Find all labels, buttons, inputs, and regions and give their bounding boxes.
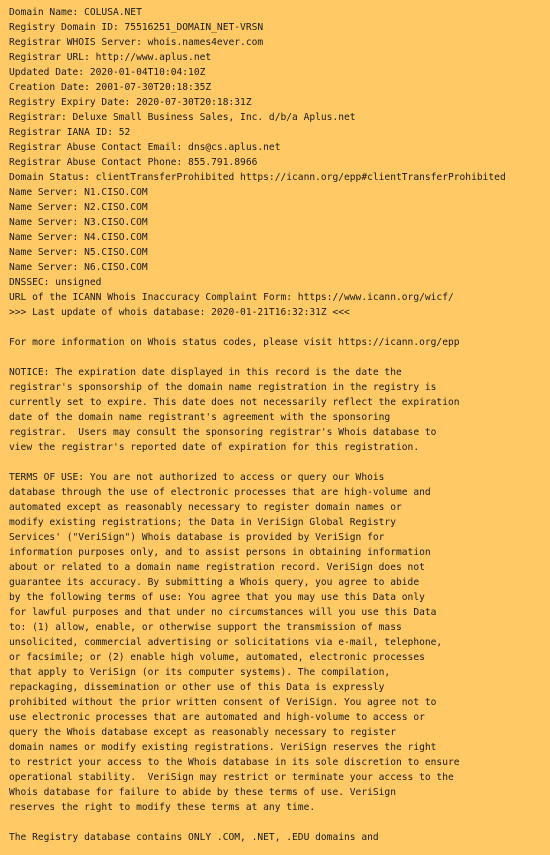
- whois-line: query the Whois database except as reasonably necessary to register: [9, 727, 396, 738]
- whois-line: automated except as reasonably necessary to register domain names or: [9, 502, 402, 513]
- whois-line: Name Server: N2.CISO.COM: [9, 202, 148, 213]
- whois-line: URL of the ICANN Whois Inaccuracy Complaint Form: https://www.icann.org/wicf/: [9, 292, 454, 303]
- whois-line: domain names or modify existing registrations. VeriSign reserves the right: [9, 742, 437, 753]
- whois-line: Registry Domain ID: 75516251_DOMAIN_NET-VRSN: [9, 22, 264, 33]
- whois-line: >>> Last update of whois database: 2020-01-21T16:32:31Z <<<: [9, 307, 350, 318]
- blank-line: [9, 350, 550, 365]
- whois-line: repackaging, dissemination or other use of this Data is expressly: [9, 682, 385, 693]
- whois-line: reserves the right to modify these terms at any time.: [9, 802, 316, 813]
- whois-line: by the following terms of use: You agree that you may use this Data only: [9, 592, 425, 603]
- whois-line: information purposes only, and to assist persons in obtaining information: [9, 547, 431, 558]
- whois-line: guarantee its accuracy. By submitting a Whois query, you agree to abide: [9, 577, 420, 588]
- whois-line: modify existing registrations; the Data in VeriSign Global Registry: [9, 517, 396, 528]
- whois-line: Services' ("VeriSign") Whois database is provided by VeriSign for: [9, 532, 385, 543]
- whois-line: The Registry database contains ONLY .COM, .NET, .EDU domains and: [9, 832, 379, 843]
- whois-line: currently set to expire. This date does not necessarily reflect the expiration: [9, 397, 460, 408]
- whois-line: to restrict your access to the Whois database in its sole discretion to ensure: [9, 757, 460, 768]
- whois-line: Name Server: N5.CISO.COM: [9, 247, 148, 258]
- whois-line: Registry Expiry Date: 2020-07-30T20:18:31Z: [9, 97, 252, 108]
- whois-line: about or related to a domain name registration record. VeriSign does not: [9, 562, 425, 573]
- whois-line: Registrar WHOIS Server: whois.names4ever.com: [9, 37, 264, 48]
- whois-line: registrar. Users may consult the sponsoring registrar's Whois database to: [9, 427, 437, 438]
- whois-line: or facsimile; or (2) enable high volume, automated, electronic processes: [9, 652, 425, 663]
- whois-line: view the registrar's reported date of expiration for this registration.: [9, 442, 420, 453]
- whois-line: date of the domain name registrant's agreement with the sponsoring: [9, 412, 391, 423]
- whois-line: Name Server: N3.CISO.COM: [9, 217, 148, 228]
- whois-line: database through the use of electronic processes that are high-volume and: [9, 487, 431, 498]
- whois-line: that apply to VeriSign (or its computer systems). The compilation,: [9, 667, 391, 678]
- blank-line: [9, 320, 550, 335]
- blank-line: [9, 815, 550, 830]
- whois-line: Name Server: N6.CISO.COM: [9, 262, 148, 273]
- whois-line: operational stability. VeriSign may restrict or terminate your access to the: [9, 772, 454, 783]
- whois-line: Domain Status: clientTransferProhibited https://icann.org/epp#clientTransferProhibited: [9, 172, 506, 183]
- whois-line: DNSSEC: unsigned: [9, 277, 102, 288]
- whois-line: Whois database for failure to abide by these terms of use. VeriSign: [9, 787, 396, 798]
- whois-line: Registrar URL: http://www.aplus.net: [9, 52, 212, 63]
- whois-line: Updated Date: 2020-01-04T10:04:10Z: [9, 67, 206, 78]
- whois-line: Registrar Abuse Contact Phone: 855.791.8966: [9, 157, 258, 168]
- whois-line: Name Server: N1.CISO.COM: [9, 187, 148, 198]
- whois-line: TERMS OF USE: You are not authorized to access or query our Whois: [9, 472, 385, 483]
- whois-line: Registrar IANA ID: 52: [9, 127, 131, 138]
- whois-line: Registrar Abuse Contact Email: dns@cs.aplus.net: [9, 142, 281, 153]
- whois-line: prohibited without the prior written consent of VeriSign. You agree not to: [9, 697, 437, 708]
- whois-line: use electronic processes that are automated and high-volume to access or: [9, 712, 425, 723]
- whois-line: unsolicited, commercial advertising or solicitations via e-mail, telephone,: [9, 637, 443, 648]
- blank-line: [9, 455, 550, 470]
- whois-line: Registrar: Deluxe Small Business Sales, Inc. d/b/a Aplus.net: [9, 112, 356, 123]
- whois-line: for lawful purposes and that under no circumstances will you use this Data: [9, 607, 437, 618]
- whois-line: NOTICE: The expiration date displayed in this record is the date the: [9, 367, 402, 378]
- whois-line: Name Server: N4.CISO.COM: [9, 232, 148, 243]
- whois-line: to: (1) allow, enable, or otherwise support the transmission of mass: [9, 622, 402, 633]
- whois-line: For more information on Whois status codes, please visit https://icann.org/epp: [9, 337, 460, 348]
- whois-line: registrar's sponsorship of the domain name registration in the registry is: [9, 382, 437, 393]
- whois-line: Creation Date: 2001-07-30T20:18:35Z: [9, 82, 212, 93]
- whois-line: Domain Name: COLUSA.NET: [9, 7, 142, 18]
